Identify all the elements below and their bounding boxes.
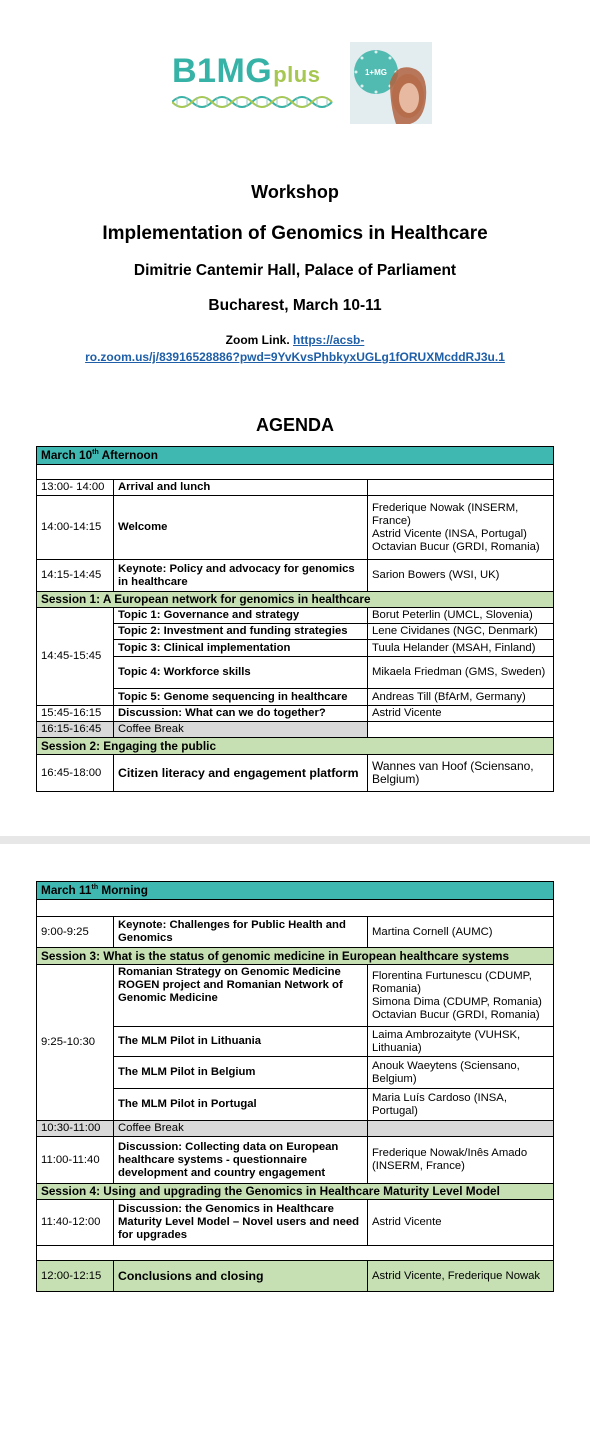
spacer-row xyxy=(37,1246,554,1261)
time-cell: 11:00-11:40 xyxy=(37,1137,114,1184)
agenda-table-day2 xyxy=(36,881,554,1292)
topic-cell: Topic 3: Clinical implementation xyxy=(114,640,368,657)
speaker-cell: Laima Ambrozaityte (VUHSK, Lithuania) xyxy=(368,1027,554,1057)
zoom-link-part1[interactable]: https://acsb- xyxy=(293,333,365,347)
logo-suffix-text: plus xyxy=(273,62,321,87)
time-cell: 9:25-10:30 xyxy=(37,965,114,1121)
time-cell: 12:00-12:15 xyxy=(37,1261,114,1292)
day1-heading-sup: th xyxy=(92,449,99,457)
topic-cell: Romanian Strategy on Genomic Medicine ROGEN project and Romanian Network of Genomic Medicine xyxy=(114,965,368,1027)
table-row xyxy=(37,706,554,722)
speaker-line: Florentina Furtunescu (CDUMP, Romania) xyxy=(372,969,532,995)
day2-heading xyxy=(37,882,554,900)
day1-heading xyxy=(37,447,554,465)
zoom-label: Zoom Link. xyxy=(225,333,290,347)
topic-cell: The MLM Pilot in Portugal xyxy=(114,1089,368,1121)
speaker-cell: Sarion Bowers (WSI, UK) xyxy=(368,560,554,592)
table-row xyxy=(37,1089,554,1121)
table-row xyxy=(37,1200,554,1246)
badge-text: 1+MG xyxy=(364,68,388,77)
time-cell: 11:40-12:00 xyxy=(37,1200,114,1246)
speaker-cell: Andreas Till (BfArM, Germany) xyxy=(368,689,554,706)
topic-cell: Coffee Break xyxy=(114,722,368,738)
time-cell: 10:30-11:00 xyxy=(37,1121,114,1137)
topic-cell: Topic 1: Governance and strategy xyxy=(114,608,368,624)
day2-heading-date: March 11 xyxy=(41,883,92,897)
1mg-badge-icon xyxy=(350,42,432,124)
spacer-row xyxy=(37,465,554,480)
1mg-badge-image xyxy=(350,42,432,124)
topic-cell: Keynote: Challenges for Public Health and Genomics xyxy=(114,917,368,948)
table-row xyxy=(37,689,554,706)
speaker-cell: Anouk Waeytens (Sciensano, Belgium) xyxy=(368,1057,554,1089)
logo-main-text: B1MG xyxy=(172,52,273,90)
session-row xyxy=(37,948,554,965)
speaker-cell: Lene Cividanes (NGC, Denmark) xyxy=(368,624,554,640)
day2-heading-row xyxy=(37,882,554,900)
topic-cell: Citizen literacy and engagement platform xyxy=(114,755,368,792)
topic-cell: Welcome xyxy=(114,496,368,560)
table-row xyxy=(37,755,554,792)
table-row xyxy=(37,624,554,640)
table-row xyxy=(37,1137,554,1184)
day1-heading-date: March 10 xyxy=(41,448,93,462)
topic-cell: Topic 5: Genome sequencing in healthcare xyxy=(114,689,368,706)
dna-helix-icon xyxy=(172,92,337,112)
session-heading: Session 4: Using and upgrading the Genomics in Healthcare Maturity Level Model xyxy=(37,1184,554,1200)
topic-cell: Arrival and lunch xyxy=(114,480,368,496)
table-row xyxy=(37,496,554,560)
topic-cell: The MLM Pilot in Belgium xyxy=(114,1057,368,1089)
speaker-cell xyxy=(368,722,554,738)
table-row xyxy=(37,1261,554,1292)
session-row xyxy=(37,1184,554,1200)
speaker-cell: Maria Luís Cardoso (INSA, Portugal) xyxy=(368,1089,554,1121)
topic-cell: Topic 2: Investment and funding strategies xyxy=(114,624,368,640)
speaker-line: Octavian Bucur (GRDI, Romania) xyxy=(372,1008,540,1021)
zoom-info xyxy=(0,332,590,366)
topic-cell: Topic 4: Workforce skills xyxy=(114,657,368,689)
speaker-cell: Mikaela Friedman (GMS, Sweden) xyxy=(368,657,554,689)
table-row xyxy=(37,480,554,496)
session-heading: Session 1: A European network for genomics in healthcare xyxy=(37,592,554,608)
workshop-title: Implementation of Genomics in Healthcare xyxy=(102,223,488,244)
speaker-cell xyxy=(368,965,554,1027)
speaker-cell: Astrid Vicente xyxy=(368,1200,554,1246)
session-row xyxy=(37,592,554,608)
agenda-table-day1 xyxy=(36,446,554,792)
topic-cell: Discussion: the Genomics in Healthcare Maturity Level Model – Novel users and need for upgrades xyxy=(114,1200,368,1246)
day2-heading-part: Morning xyxy=(98,883,148,897)
time-cell: 15:45-16:15 xyxy=(37,706,114,722)
coffee-break-row xyxy=(37,722,554,738)
speaker-line: Octavian Bucur (GRDI, Romania) xyxy=(372,540,540,553)
time-cell: 14:45-15:45 xyxy=(37,608,114,706)
table-row xyxy=(37,1027,554,1057)
time-cell: 16:45-18:00 xyxy=(37,755,114,792)
day1-heading-part: Afternoon xyxy=(98,448,158,462)
day1-heading-row xyxy=(37,447,554,465)
speaker-line: Astrid Vicente (INSA, Portugal) xyxy=(372,527,527,540)
time-cell: 14:00-14:15 xyxy=(37,496,114,560)
time-cell: 13:00- 14:00 xyxy=(37,480,114,496)
speaker-cell: Martina Cornell (AUMC) xyxy=(368,917,554,948)
speaker-cell: Astrid Vicente xyxy=(368,706,554,722)
topic-cell: Conclusions and closing xyxy=(114,1261,368,1292)
venue: Dimitrie Cantemir Hall, Palace of Parliament xyxy=(133,262,457,279)
coffee-break-row xyxy=(37,1121,554,1137)
workshop-label: Workshop xyxy=(251,182,339,202)
speaker-cell: Frederique Nowak/Inês Amado (INSERM, France) xyxy=(368,1137,554,1184)
city-date: Bucharest, March 10-11 xyxy=(208,297,382,314)
speaker-line: Frederique Nowak (INSERM, France) xyxy=(372,501,519,527)
speaker-cell: Tuula Helander (MSAH, Finland) xyxy=(368,640,554,657)
session-heading: Session 3: What is the status of genomic medicine in European healthcare systems xyxy=(37,948,554,965)
speaker-line: Simona Dima (CDUMP, Romania) xyxy=(372,995,542,1008)
speaker-cell xyxy=(368,1121,554,1137)
table-row xyxy=(37,917,554,948)
agenda-heading: AGENDA xyxy=(255,415,334,435)
session-row xyxy=(37,738,554,755)
topic-cell: Discussion: What can we do together? xyxy=(114,706,368,722)
speaker-cell: Astrid Vicente, Frederique Nowak xyxy=(368,1261,554,1292)
time-cell: 14:15-14:45 xyxy=(37,560,114,592)
topic-cell: Keynote: Policy and advocacy for genomics in healthcare xyxy=(114,560,368,592)
topic-cell: The MLM Pilot in Lithuania xyxy=(114,1027,368,1057)
topic-cell: Discussion: Collecting data on European healthcare systems - questionnaire development and country engagement xyxy=(114,1137,368,1184)
speaker-cell: Borut Peterlin (UMCL, Slovenia) xyxy=(368,608,554,624)
time-cell: 16:15-16:45 xyxy=(37,722,114,738)
table-row xyxy=(37,640,554,657)
speaker-cell: Wannes van Hoof (Sciensano, Belgium) xyxy=(368,755,554,792)
table-row xyxy=(37,1057,554,1089)
table-row xyxy=(37,608,554,624)
speaker-cell xyxy=(368,496,554,560)
zoom-link-part2[interactable]: ro.zoom.us/j/83916528886?pwd=9YvKvsPhbkyxUGLg1fORUXMcddRJ3u.1 xyxy=(85,350,505,364)
time-cell: 9:00-9:25 xyxy=(37,917,114,948)
table-row xyxy=(37,965,554,1027)
table-row xyxy=(37,560,554,592)
spacer-row xyxy=(37,900,554,917)
day2-heading-sup: th xyxy=(91,884,99,892)
topic-cell: Coffee Break xyxy=(114,1121,368,1137)
logo-wordmark xyxy=(172,52,320,91)
session-heading: Session 2: Engaging the public xyxy=(37,738,554,755)
speaker-cell xyxy=(368,480,554,496)
b1mg-plus-logo xyxy=(172,42,434,124)
table-row xyxy=(37,657,554,689)
